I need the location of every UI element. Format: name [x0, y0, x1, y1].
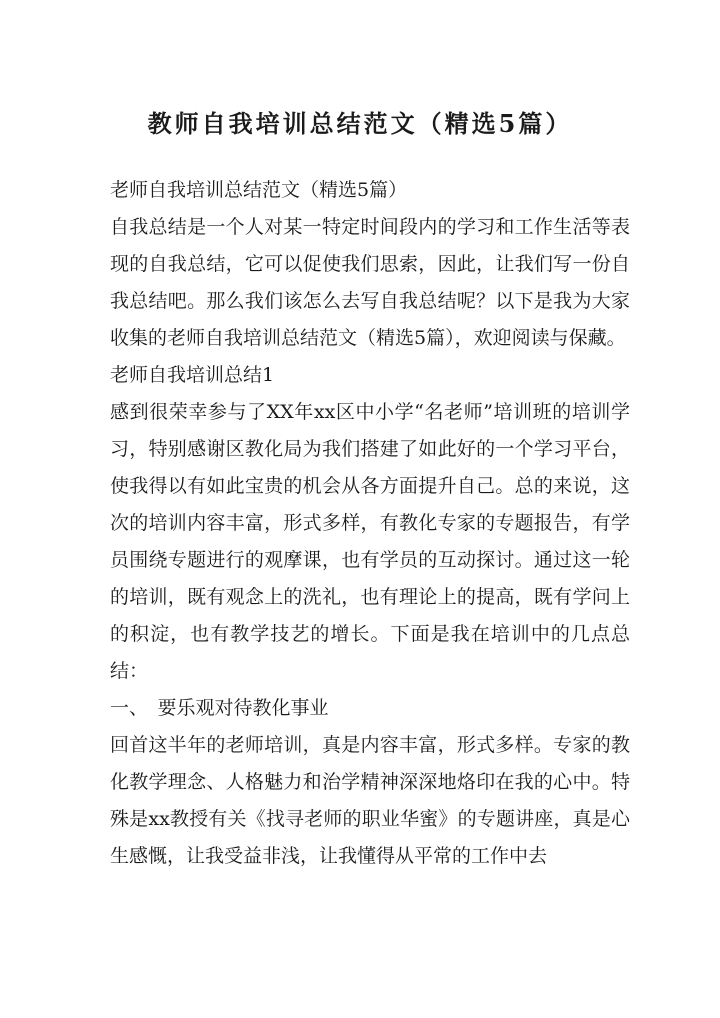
intro-paragraph: 自我总结是一个人对某一特定时间段内的学习和工作生活等表现的自我总结，它可以促使我们思索，因此，让我们写一份自我总结吧。那么我们该怎么去写自我总结呢？以下是我为大家收集的老师自我培训总结范文（精选5篇），欢迎阅读与保藏。	[110, 216, 630, 349]
numbered-heading: 一、 要乐观对待教化事业	[110, 697, 329, 719]
document-body	[110, 172, 630, 875]
body-paragraph: 回首这半年的老师培训，真是内容丰富，形式多样。专家的教化教学理念、人格魅力和治学精神深深地烙印在我的心中。特殊是xx教授有关《找寻老师的职业华蜜》的专题讲座，真是心生感慨，让我受益非浅，让我懂得从平常的工作中去	[110, 734, 630, 867]
document-title: 教师自我培训总结范文（精选5篇）	[147, 109, 573, 138]
body-paragraph: 感到很荣幸参与了XX年xx区中小学“名老师”培训班的培训学习，特别感谢区教化局为我们搭建了如此好的一个学习平台，使我得以有如此宝贵的机会从各方面提升自己。总的来说，这次的培训内容丰富，形式多样，有教化专家的专题报告，有学员围绕专题进行的观摩课，也有学员的互动探讨。通过这一轮的培训，既有观念上的洗礼，也有理论上的提高，既有学问上的积淀，也有教学技艺的增长。下面是我在培训中的几点总结：	[110, 401, 630, 682]
section-title: 老师自我培训总结1	[110, 364, 275, 386]
subtitle-line: 老师自我培训总结范文（精选5篇）	[110, 179, 408, 201]
